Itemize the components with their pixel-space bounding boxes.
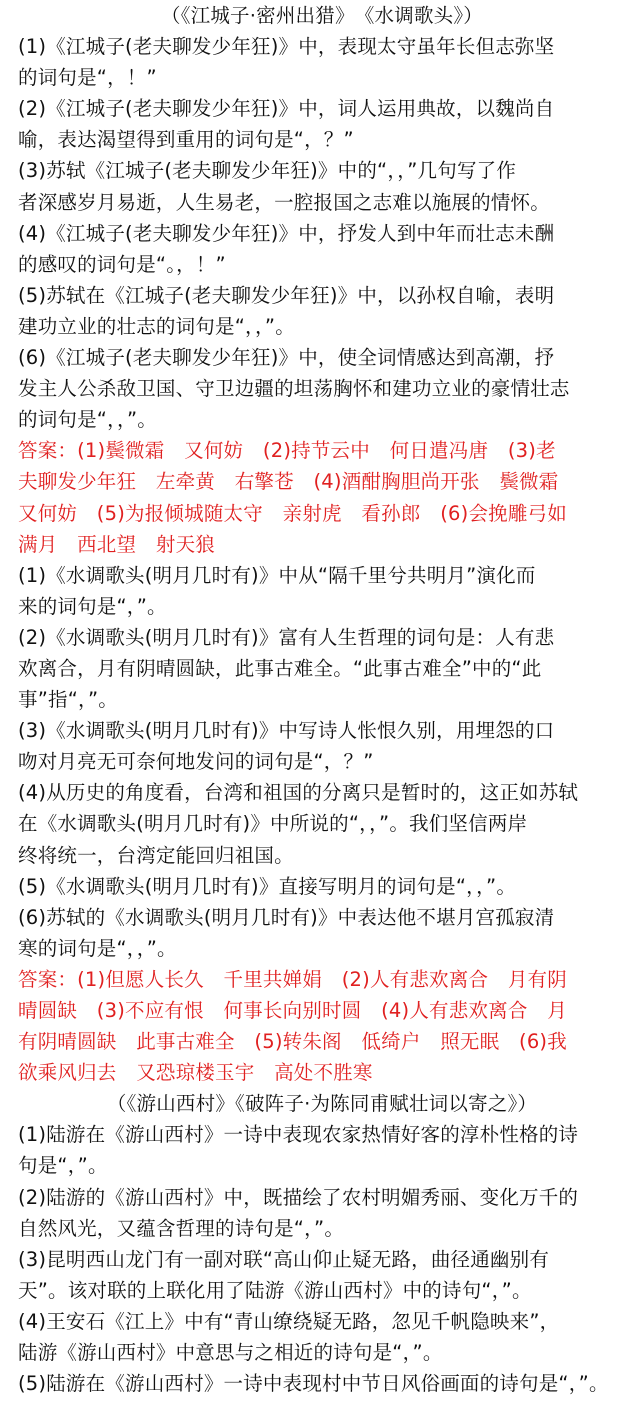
section3-questions xyxy=(18,1119,626,1396)
question-line: (5)《水调歌头(明月几时有)》直接写明月的词句是“，，”。 xyxy=(18,874,517,898)
question-line: (1)《江城子(老夫聊发少年狂)》中，表现太守虽年长但志弥坚 xyxy=(18,35,555,59)
question-line: (5)苏轼在《江城子(老夫聊发少年狂)》中，以孙权自喻，表明 xyxy=(18,283,555,307)
question-line: 天”。该对联的上联化用了陆游《游山西村》中的诗句“，”。 xyxy=(18,1278,532,1302)
question-line: 的感叹的词句是“。，！” xyxy=(18,252,226,276)
question-line: 者深感岁月易逝，人生易老，一腔报国之志难以施展的情怀。 xyxy=(18,190,550,214)
section1-heading: （《江城子·密州出猎》 《水调歌头》） xyxy=(161,4,483,27)
question-line: (2)《水调歌头(明月几时有)》富有人生哲理的词句是：人有悲 xyxy=(18,625,555,649)
answer-line: 满月 西北望 射天狼 xyxy=(18,532,216,556)
question-line: 陆游《游山西村》中意思与之相近的诗句是“，”。 xyxy=(18,1341,443,1365)
question-line: (1)陆游在《游山西村》一诗中表现农家热情好客的淳朴性格的诗 xyxy=(18,1123,579,1147)
answer-line: 答案：(1)但愿人长久 千里共婵娟 (2)人有悲欢离合 月有阴 xyxy=(18,967,567,991)
section2-questions xyxy=(18,560,626,964)
question-line: 的词句是“，，”。 xyxy=(18,408,158,432)
question-line: 的词句是“，！” xyxy=(18,66,157,90)
question-line: (1)《水调歌头(明月几时有)》中从“隔千里兮共明月”演化而 xyxy=(18,563,536,587)
question-line: 事”指“，”。 xyxy=(18,688,118,712)
question-line: 来的词句是“，”。 xyxy=(18,594,167,618)
question-line: 终将统一，台湾定能回归祖国。 xyxy=(18,843,294,867)
question-line: (2)《江城子(老夫聊发少年狂)》中，词人运用典故，以魏尚自 xyxy=(18,97,555,121)
question-line: 欢离合，月有阴晴圆缺，此事古难全。“此事古难全”中的“此 xyxy=(18,656,542,680)
question-line: 句是“，”。 xyxy=(18,1154,108,1178)
section3-heading: （《游山西村》《破阵子·为陈同甫赋壮词以寄之》） xyxy=(106,1092,538,1116)
section2-answer xyxy=(18,964,626,1088)
answer-line: 夫聊发少年狂 左牵黄 右擎苍 (4)酒酣胸胆尚开张 鬓微霜 xyxy=(18,470,559,494)
question-line: (4)王安石《江上》中有“青山缭绕疑无路，忽见千帆隐映来”， xyxy=(18,1309,560,1333)
answer-line: 晴圆缺 (3)不应有恨 何事长向别时圆 (4)人有悲欢离合 月 xyxy=(18,999,567,1022)
question-line: 吻对月亮无可奈何地发问的词句是“，？” xyxy=(18,750,374,774)
question-line: 喻，表达渴望得到重用的词句是“，？” xyxy=(18,128,354,152)
question-line: 自然风光，又蕴含哲理的诗句是“，”。 xyxy=(18,1216,345,1240)
question-line: (3)《水调歌头(明月几时有)》中写诗人怅恨久别，用埋怨的口 xyxy=(18,719,555,743)
question-line: 发主人公杀敌卫国、守卫边疆的坦荡胸怀和建功立业的豪情壮志 xyxy=(18,377,570,401)
answer-line: 有阴晴圆缺 此事古难全 (5)转朱阁 低绮户 照无眠 (6)我 xyxy=(18,1030,567,1054)
question-line: (6)苏轼的《水调歌头(明月几时有)》中表达他不堪月宫孤寂清 xyxy=(18,905,555,929)
section1-questions xyxy=(18,31,626,435)
question-line-cut-off: (5)陆游在《游山西村》一诗中表现村中节日风俗画面的诗句是“，”。 xyxy=(18,1372,609,1396)
question-line: (4)从历史的角度看，台湾和祖国的分离只是暂时的，这正如苏轼 xyxy=(18,781,579,805)
answer-line: 又何妨 (5)为报倾城随太守 亲射虎 看孙郎 (6)会挽雕弓如 xyxy=(18,501,567,525)
section1-answer xyxy=(18,435,626,559)
question-line: (4)《江城子(老夫聊发少年狂)》中，抒发人到中年而壮志未酬 xyxy=(18,221,555,245)
answer-line: 答案：(1)鬓微霜 又何妨 (2)持节云中 何日遣冯唐 (3)老 xyxy=(18,439,556,463)
question-line: (2)陆游的《游山西村》中，既描绘了农村明媚秀丽、变化万千的 xyxy=(18,1185,579,1209)
question-line: (6)《江城子(老夫聊发少年狂)》中，使全词情感达到高潮，抒 xyxy=(18,346,555,370)
question-line: 寒的词句是“，，”。 xyxy=(18,936,177,960)
question-line: 在《水调歌头(明月几时有)》中所说的“，，”。我们坚信两岸 xyxy=(18,812,528,836)
question-line: 建功立业的壮志的词句是“，，”。 xyxy=(18,314,295,338)
question-line: (3)苏轼《江城子(老夫聊发少年狂)》中的“，，”几句写了作 xyxy=(18,159,517,183)
answer-line: 欲乘风归去 又恐琼楼玉宇 高处不胜寒 xyxy=(18,1061,373,1085)
question-line: (3)昆明西山龙门有一副对联“高山仰止疑无路，曲径通幽别有 xyxy=(18,1247,550,1271)
